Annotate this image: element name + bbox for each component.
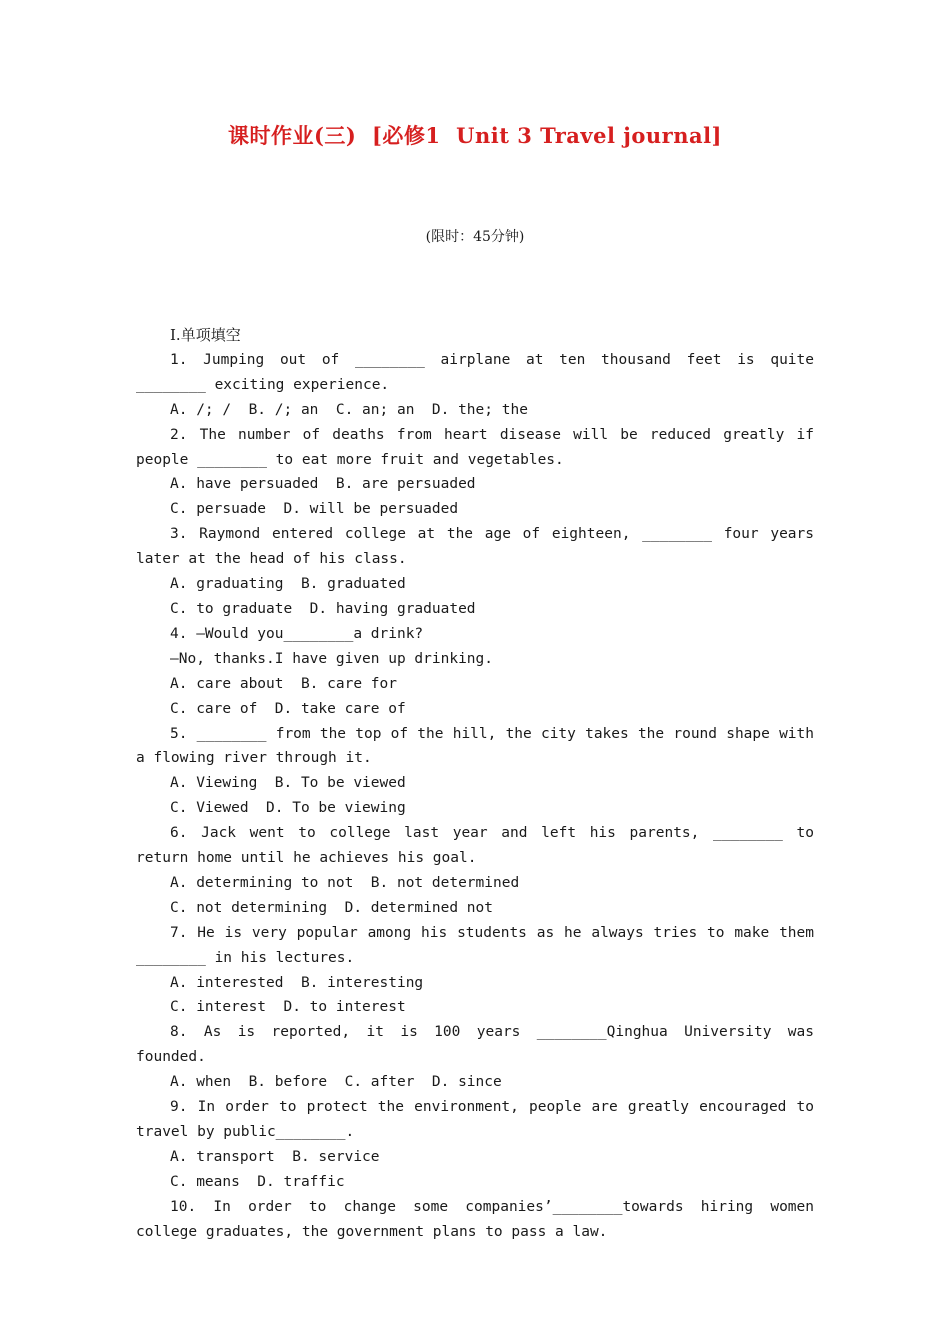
question-stem: 5. ________ from the top of the hill, the city takes the round shape with a flowing river through it. xyxy=(136,725,814,767)
question-item xyxy=(136,1195,814,1245)
question-item xyxy=(136,1020,814,1095)
question-item xyxy=(136,423,814,523)
question-item xyxy=(136,348,814,423)
question-option-line: A. have persuaded B. are persuaded xyxy=(170,476,476,493)
question-list xyxy=(136,348,814,1245)
question-option-line: C. Viewed D. To be viewing xyxy=(170,800,406,817)
question-item xyxy=(136,1095,814,1195)
question-option-line: C. not determining D. determined not xyxy=(170,899,494,916)
question-stem: 10. In order to change some companies’________towards hiring women college graduates, the government plans to pass a law. xyxy=(136,1198,814,1240)
question-option-line: A. graduating B. graduated xyxy=(170,576,406,593)
question-option-line: A. when B. before C. after D. since xyxy=(170,1074,502,1091)
question-option-line: C. to graduate D. having graduated xyxy=(170,600,476,617)
question-stem: 2. The number of deaths from heart disease will be reduced greatly if people ________ to eat more fruit and vegetables. xyxy=(136,426,814,468)
question-option-line: C. persuade D. will be persuaded xyxy=(170,501,459,518)
question-stem: 9. In order to protect the environment, people are greatly encouraged to travel by public________. xyxy=(136,1099,814,1140)
question-stem: 3. Raymond entered college at the age of eighteen, ________ four years later at the head of his class. xyxy=(136,526,814,568)
question-option-line: A. Viewing B. To be viewed xyxy=(170,775,406,792)
page-title: 课时作业(三) [必修1 Unit 3 Travel journal] xyxy=(227,123,722,148)
question-stem: 4. —Would you________a drink? xyxy=(170,625,424,642)
question-item xyxy=(136,622,814,722)
question-option-line: A. transport B. service xyxy=(170,1148,380,1165)
question-item xyxy=(136,522,814,622)
question-option-line: A. care about B. care for xyxy=(170,675,397,692)
question-stem: 8. As is reported, it is 100 years ________Qinghua University was founded. xyxy=(136,1024,814,1066)
question-item xyxy=(136,821,814,921)
section-heading: Ⅰ.单项填空 xyxy=(170,326,241,344)
question-option-line: A. interested B. interesting xyxy=(170,974,424,991)
question-option-line: A. determining to not B. not determined xyxy=(170,874,520,891)
time-limit: (限时：45分钟) xyxy=(425,229,525,245)
question-stem: 6. Jack went to college last year and left his parents, ________ to return home until he achieves his goal. xyxy=(136,825,814,867)
question-option-line: C. means D. traffic xyxy=(170,1173,345,1190)
question-option-line: C. care of D. take care of xyxy=(170,700,406,717)
question-option-line: A. /; / B. /; an C. an; an D. the; the xyxy=(170,401,528,418)
question-item xyxy=(136,722,814,822)
question-stem: 7. He is very popular among his students as he always tries to make them ________ in his lectures. xyxy=(136,924,814,966)
question-option-line: C. interest D. to interest xyxy=(170,999,406,1016)
question-option-line: —No, thanks.I have given up drinking. xyxy=(170,650,494,667)
exercise-body xyxy=(136,323,814,1245)
question-item xyxy=(136,921,814,1021)
question-stem: 1. Jumping out of ________ airplane at ten thousand feet is quite ________ exciting experience. xyxy=(136,351,814,393)
